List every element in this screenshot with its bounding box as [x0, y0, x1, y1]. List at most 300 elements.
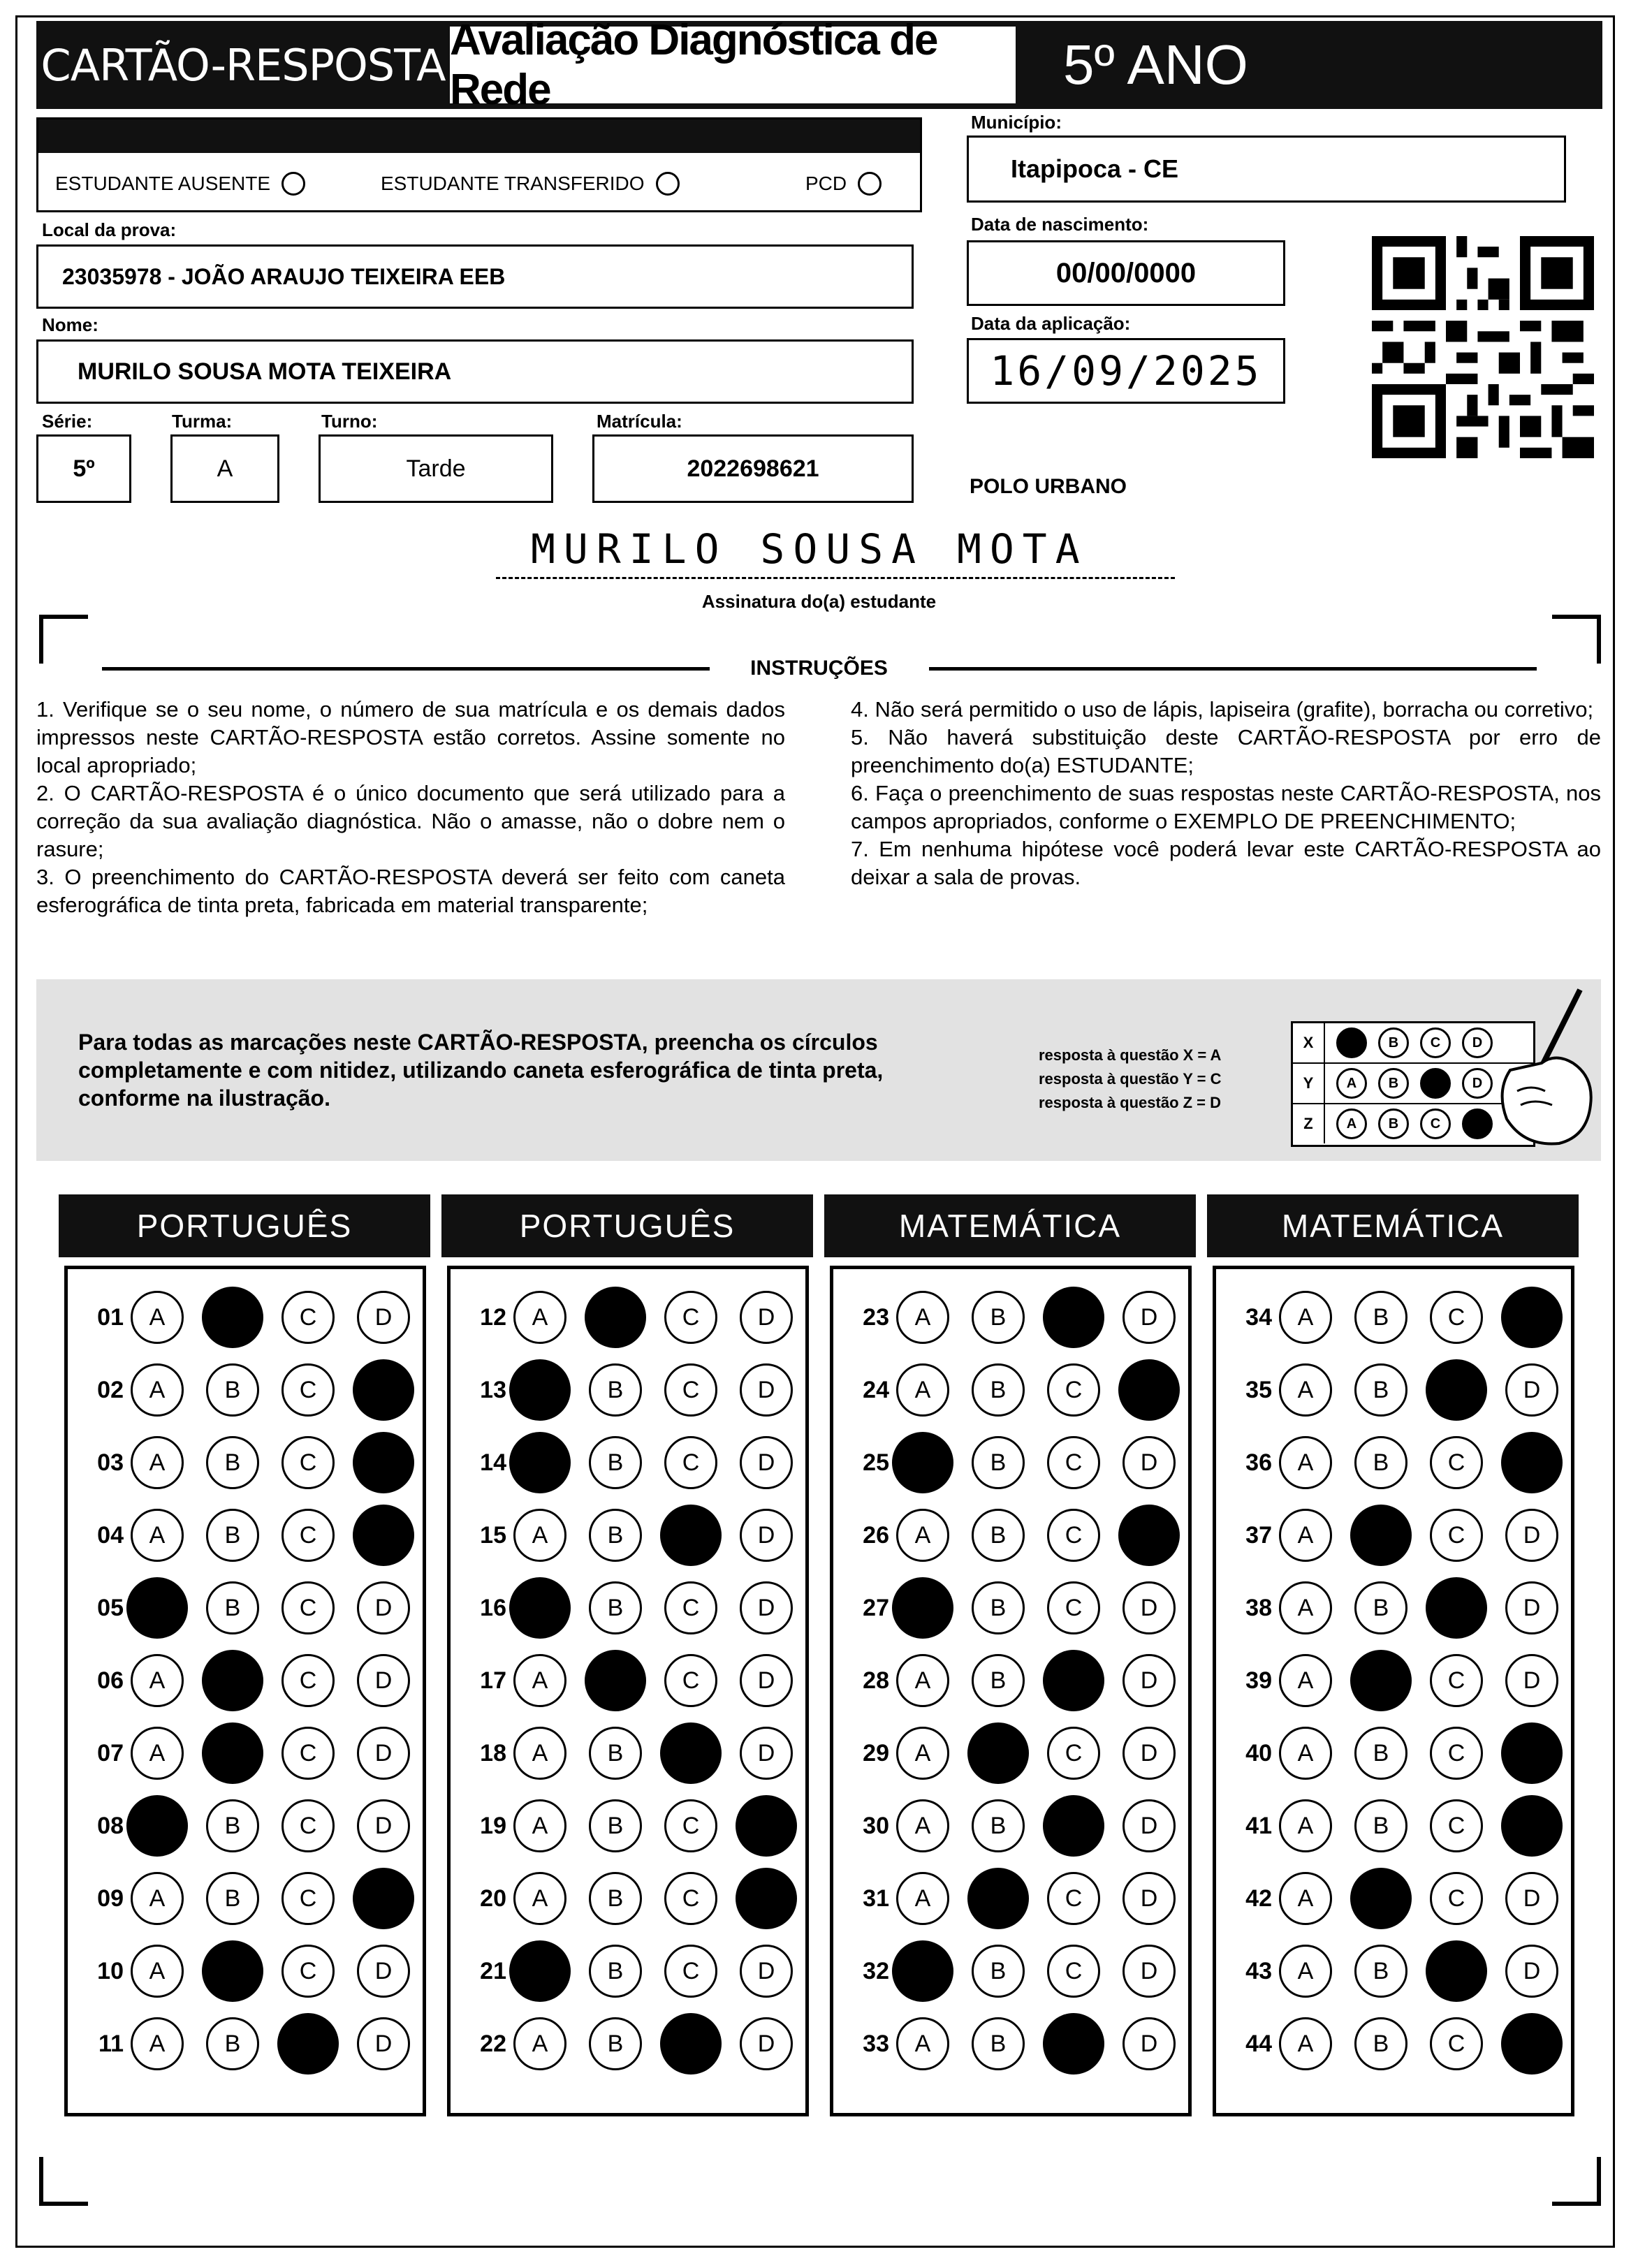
answer-bubble-a[interactable] [892, 1432, 953, 1493]
answer-bubble-d[interactable]: D [1123, 1872, 1176, 1925]
question-number: 25 [863, 1449, 889, 1476]
question-row [465, 1431, 815, 1494]
question-row [847, 1359, 1198, 1421]
turma-field [170, 434, 279, 503]
question-row [1230, 1794, 1581, 1857]
question-row [847, 1940, 1198, 2003]
question-number: 41 [1245, 1812, 1272, 1839]
answer-bubble-b[interactable] [1350, 1505, 1412, 1566]
answer-bubble-a[interactable]: A [1279, 1291, 1332, 1344]
answer-bubble-a[interactable] [509, 1432, 571, 1493]
answer-bubble-a[interactable]: A [896, 1291, 949, 1344]
answer-bubble-a[interactable]: A [131, 1363, 184, 1417]
answer-bubble-c[interactable]: C [1430, 1727, 1483, 1780]
answer-bubble-b[interactable]: B [206, 1509, 259, 1562]
instruction-item: 2. O CARTÃO-RESPOSTA é o único documento que será utilizado para a correção da sua avaliação diagnóstica. Não o amasse, não o dobre nem o rasure; [36, 781, 785, 861]
subject-header: PORTUGUÊS [59, 1194, 430, 1257]
answer-bubble-a[interactable] [509, 1359, 571, 1421]
answer-bubble-b[interactable]: B [589, 1945, 642, 1998]
serie-label: Série: [42, 411, 93, 432]
answer-bubble-d[interactable]: D [1505, 1509, 1558, 1562]
question-row [465, 1649, 815, 1712]
answer-bubble-c[interactable]: C [664, 1654, 717, 1707]
answer-bubble-b[interactable] [202, 1287, 263, 1348]
answer-bubble-c[interactable]: C [664, 1872, 717, 1925]
example-bubble-d: D [1462, 1027, 1493, 1058]
answer-bubble-d[interactable]: D [357, 1799, 410, 1852]
answer-bubble-a[interactable]: A [1279, 2017, 1332, 2070]
matricula-value: 2022698621 [687, 455, 819, 482]
answer-bubble-a[interactable]: A [131, 1872, 184, 1925]
question-number: 20 [480, 1885, 506, 1912]
answer-bubble-c[interactable] [1426, 1577, 1487, 1639]
question-number: 28 [863, 1667, 889, 1694]
answer-bubble-c[interactable] [1043, 2013, 1104, 2075]
answer-column [830, 1266, 1192, 2116]
question-number: 29 [863, 1739, 889, 1766]
instructions-left [36, 696, 785, 919]
answer-bubble-d[interactable] [353, 1432, 414, 1493]
question-number: 11 [98, 2030, 124, 2057]
answer-bubble-b[interactable]: B [206, 2017, 259, 2070]
answer-bubble-c[interactable] [1426, 1940, 1487, 2002]
answer-bubble-b[interactable]: B [206, 1436, 259, 1489]
question-number: 30 [863, 1812, 889, 1839]
answer-bubble-a[interactable]: A [131, 1509, 184, 1562]
answer-bubble-d[interactable]: D [740, 1945, 793, 1998]
answer-bubble-b[interactable] [1350, 1868, 1412, 1929]
answer-bubble-c[interactable]: C [1430, 1291, 1483, 1344]
answer-bubble-a[interactable]: A [131, 1727, 184, 1780]
question-row [465, 1722, 815, 1785]
question-number: 08 [97, 1812, 124, 1839]
answer-bubble-a[interactable] [509, 1577, 571, 1639]
turno-label: Turno: [321, 411, 378, 432]
answer-bubble-d[interactable] [1501, 1722, 1563, 1784]
answer-bubble-b[interactable] [967, 1722, 1029, 1784]
answer-bubble-a[interactable]: A [1279, 1581, 1332, 1634]
answer-bubble-d[interactable]: D [1505, 1872, 1558, 1925]
answer-bubble-d[interactable]: D [740, 1654, 793, 1707]
answer-bubble-a[interactable]: A [131, 1291, 184, 1344]
answer-bubble-d[interactable] [353, 1359, 414, 1421]
answer-bubble-a[interactable]: A [1279, 1727, 1332, 1780]
answer-bubble-d[interactable] [353, 1868, 414, 1929]
question-row [82, 1867, 432, 1930]
transferred-checkbox[interactable] [656, 172, 680, 196]
absent-checkbox[interactable] [281, 172, 305, 196]
answer-bubble-b[interactable]: B [972, 1291, 1025, 1344]
instructions-title: INSTRUÇÕES [750, 657, 888, 680]
serie-value: 5º [73, 455, 95, 482]
question-row [82, 1576, 432, 1639]
answer-bubble-c[interactable]: C [281, 1581, 335, 1634]
answer-bubble-d[interactable]: D [357, 1727, 410, 1780]
answer-bubble-c[interactable]: C [1430, 1872, 1483, 1925]
answer-bubble-b[interactable]: B [1354, 1436, 1407, 1489]
answer-bubble-b[interactable]: B [972, 1654, 1025, 1707]
question-row [1230, 1359, 1581, 1421]
corner-mark-bottom-left [39, 2157, 88, 2206]
answer-bubble-a[interactable] [126, 1577, 188, 1639]
question-row [847, 1504, 1198, 1567]
answer-bubble-a[interactable] [126, 1795, 188, 1857]
answer-bubble-d[interactable]: D [357, 2017, 410, 2070]
pcd-checkbox[interactable] [858, 172, 882, 196]
example-legend [1039, 1044, 1221, 1115]
question-number: 39 [1245, 1667, 1272, 1694]
answer-bubble-a[interactable]: A [896, 2017, 949, 2070]
answer-bubble-b[interactable] [585, 1650, 646, 1711]
answer-bubble-c[interactable] [1043, 1287, 1104, 1348]
example-bubble-b: B [1378, 1068, 1409, 1099]
answer-bubble-c[interactable]: C [1047, 1945, 1100, 1998]
municipio-label: Município: [971, 112, 1062, 133]
answer-bubble-b[interactable]: B [972, 1581, 1025, 1634]
example-bubble-c: C [1420, 1027, 1451, 1058]
answer-bubble-c[interactable]: C [281, 1363, 335, 1417]
answer-bubble-d[interactable]: D [1123, 1581, 1176, 1634]
question-number: 43 [1245, 1957, 1272, 1984]
question-row [1230, 1431, 1581, 1494]
answer-bubble-a[interactable]: A [513, 1727, 566, 1780]
name-field [36, 339, 914, 404]
answer-bubble-b[interactable]: B [972, 2017, 1025, 2070]
nascimento-field [967, 240, 1285, 306]
answer-bubble-d[interactable]: D [1123, 1291, 1176, 1344]
answer-bubble-c[interactable]: C [281, 1872, 335, 1925]
question-row [1230, 1649, 1581, 1712]
answer-bubble-c[interactable]: C [281, 1799, 335, 1852]
turma-label: Turma: [172, 411, 233, 432]
answer-bubble-d[interactable]: D [1505, 1945, 1558, 1998]
question-row [1230, 1722, 1581, 1785]
answer-bubble-b[interactable]: B [1354, 1581, 1407, 1634]
instructions-right [851, 696, 1601, 891]
answer-bubble-b[interactable]: B [1354, 1799, 1407, 1852]
answer-bubble-d[interactable]: D [1505, 1654, 1558, 1707]
answer-bubble-b[interactable]: B [1354, 1727, 1407, 1780]
answer-bubble-a[interactable]: A [131, 1945, 184, 1998]
answer-bubble-a[interactable]: A [131, 1436, 184, 1489]
banner-text: Para todas as marcações neste CARTÃO-RESPOSTA, preencha os círculos completamente e com nitidez, utilizando caneta esferográfica de tinta preta, conforme na ilustração. [78, 1030, 884, 1111]
status-pcd-label: PCD [805, 173, 847, 194]
answer-bubble-c[interactable]: C [281, 1509, 335, 1562]
answer-bubble-b[interactable] [202, 1940, 263, 2002]
answer-bubble-b[interactable]: B [589, 1872, 642, 1925]
municipio-field [967, 136, 1566, 203]
answer-bubble-b[interactable]: B [206, 1872, 259, 1925]
answer-column [447, 1266, 809, 2116]
answer-bubble-c[interactable] [277, 2013, 339, 2075]
answer-bubble-c[interactable] [660, 2013, 722, 2075]
answer-bubble-b[interactable] [585, 1287, 646, 1348]
answer-bubble-c[interactable]: C [1430, 2017, 1483, 2070]
question-row [465, 1867, 815, 1930]
answer-bubble-b[interactable]: B [1354, 1291, 1407, 1344]
answer-bubble-c[interactable]: C [664, 1291, 717, 1344]
answer-bubble-c[interactable]: C [664, 1581, 717, 1634]
header-bar [36, 16, 1602, 114]
example-bubble-b: B [1378, 1027, 1409, 1058]
local-label: Local da prova: [42, 219, 177, 240]
answer-bubble-b[interactable] [202, 1722, 263, 1784]
question-row [465, 1576, 815, 1639]
question-number: 35 [1245, 1376, 1272, 1403]
answer-bubble-b[interactable]: B [1354, 2017, 1407, 2070]
answer-bubble-c[interactable]: C [1047, 1581, 1100, 1634]
answer-bubble-c[interactable]: C [664, 1436, 717, 1489]
answer-bubble-b[interactable]: B [1354, 1363, 1407, 1417]
question-row [847, 1867, 1198, 1930]
question-number: 02 [97, 1376, 124, 1403]
question-number: 07 [97, 1739, 124, 1766]
answer-bubble-a[interactable]: A [1279, 1945, 1332, 1998]
header-grade: 5º ANO [1063, 34, 1248, 96]
answer-bubble-a[interactable]: A [513, 1799, 566, 1852]
status-bar [38, 119, 920, 153]
answer-bubble-c[interactable]: C [281, 1436, 335, 1489]
answer-bubble-a[interactable] [892, 1940, 953, 2002]
answer-bubble-c[interactable]: C [1047, 1509, 1100, 1562]
subject-header: MATEMÁTICA [824, 1194, 1196, 1257]
answer-bubble-a[interactable]: A [896, 1727, 949, 1780]
question-row [1230, 1576, 1581, 1639]
municipio-value: Itapipoca - CE [1011, 154, 1179, 183]
answer-bubble-c[interactable] [1426, 1359, 1487, 1421]
question-row [1230, 1940, 1581, 2003]
turno-value: Tarde [406, 455, 466, 482]
polo-label: POLO URBANO [970, 475, 1127, 498]
answer-bubble-a[interactable]: A [513, 1291, 566, 1344]
question-number: 16 [480, 1594, 506, 1621]
legend-item: resposta à questão Y = C [1039, 1070, 1222, 1088]
answer-bubble-a[interactable]: A [131, 1654, 184, 1707]
answer-bubble-b[interactable]: B [972, 1436, 1025, 1489]
example-row-label: Y [1293, 1064, 1325, 1103]
instruction-item: 5. Não haverá substituição deste CARTÃO-RESPOSTA por erro de preenchimento do(a) ESTUDANTE; [851, 725, 1601, 777]
question-row [82, 1431, 432, 1494]
name-value: MURILO SOUSA MOTA TEIXEIRA [78, 358, 452, 385]
answer-bubble-a[interactable]: A [896, 1654, 949, 1707]
answer-bubble-b[interactable] [967, 1868, 1029, 1929]
example-bubble-a: A [1336, 1068, 1367, 1099]
answer-bubble-c[interactable]: C [1430, 1799, 1483, 1852]
answer-bubble-d[interactable]: D [357, 1945, 410, 1998]
answer-bubble-d[interactable]: D [1123, 2017, 1176, 2070]
answer-bubble-d[interactable]: D [740, 1727, 793, 1780]
answer-bubble-a[interactable]: A [1279, 1363, 1332, 1417]
nascimento-label: Data de nascimento: [971, 214, 1149, 235]
question-row [1230, 1504, 1581, 1567]
answer-bubble-c[interactable] [1043, 1795, 1104, 1857]
aplicacao-field [967, 338, 1285, 404]
example-bubble-a: A [1336, 1109, 1367, 1139]
question-number: 34 [1245, 1303, 1272, 1331]
nascimento-value: 00/00/0000 [1055, 257, 1197, 288]
instruction-item: 1. Verifique se o seu nome, o número de sua matrícula e os demais dados impressos neste CARTÃO-RESPOSTA estão corretos. Assine somente no local apropriado; [36, 697, 785, 777]
answer-bubble-d[interactable]: D [1505, 1363, 1558, 1417]
answer-bubble-d[interactable]: D [357, 1291, 410, 1344]
question-row [847, 2012, 1198, 2075]
answer-bubble-d[interactable] [1118, 1505, 1180, 1566]
answer-bubble-b[interactable]: B [972, 1509, 1025, 1562]
answer-bubble-c[interactable]: C [664, 1799, 717, 1852]
answer-bubble-c[interactable]: C [664, 1363, 717, 1417]
answer-bubble-c[interactable]: C [1047, 1727, 1100, 1780]
question-number: 23 [863, 1303, 889, 1331]
answer-bubble-b[interactable]: B [972, 1799, 1025, 1852]
question-row [82, 1504, 432, 1567]
answer-bubble-d[interactable]: D [1123, 1799, 1176, 1852]
legend-item: resposta à questão Z = D [1039, 1094, 1222, 1111]
legend-item: resposta à questão X = A [1039, 1046, 1222, 1064]
answer-bubble-d[interactable] [736, 1868, 797, 1929]
answer-bubble-d[interactable] [1118, 1359, 1180, 1421]
aplicacao-label: Data da aplicação: [971, 313, 1131, 334]
serie-field [36, 434, 131, 503]
status-absent[interactable] [55, 172, 305, 196]
answer-bubble-c[interactable] [660, 1722, 722, 1784]
question-number: 01 [97, 1303, 124, 1331]
example-bubble-d [1462, 1109, 1493, 1139]
answer-bubble-c[interactable]: C [281, 1727, 335, 1780]
answer-bubble-b[interactable]: B [972, 1945, 1025, 1998]
answer-bubble-d[interactable]: D [740, 1581, 793, 1634]
answer-bubble-b[interactable]: B [589, 1727, 642, 1780]
answer-bubble-a[interactable]: A [1279, 1872, 1332, 1925]
corner-mark-bottom-right [1552, 2157, 1601, 2206]
answer-bubble-d[interactable]: D [740, 1436, 793, 1489]
answer-bubble-c[interactable]: C [1430, 1509, 1483, 1562]
answer-bubble-b[interactable]: B [972, 1363, 1025, 1417]
answer-bubble-b[interactable]: B [206, 1799, 259, 1852]
turma-value: A [217, 455, 233, 482]
question-number: 31 [863, 1885, 889, 1912]
answer-bubble-c[interactable]: C [1047, 1872, 1100, 1925]
answer-bubble-b[interactable] [1350, 1650, 1412, 1711]
answer-bubble-a[interactable]: A [896, 1872, 949, 1925]
answer-bubble-d[interactable]: D [1123, 1654, 1176, 1707]
answer-bubble-b[interactable]: B [589, 1581, 642, 1634]
answer-bubble-d[interactable]: D [357, 1654, 410, 1707]
status-box [36, 117, 922, 212]
status-pcd[interactable] [805, 172, 882, 196]
matricula-label: Matrícula: [597, 411, 682, 432]
answer-bubble-a[interactable]: A [513, 2017, 566, 2070]
answer-bubble-a[interactable]: A [1279, 1654, 1332, 1707]
signature-line [496, 577, 1175, 579]
answer-bubble-d[interactable]: D [357, 1581, 410, 1634]
signature-caption: Assinatura do(a) estudante [701, 591, 937, 612]
answer-bubble-c[interactable]: C [1430, 1436, 1483, 1489]
answer-bubble-c[interactable]: C [1430, 1654, 1483, 1707]
answer-bubble-d[interactable]: D [1123, 1945, 1176, 1998]
answer-bubble-d[interactable] [736, 1795, 797, 1857]
answer-bubble-c[interactable]: C [1047, 1363, 1100, 1417]
answer-bubble-b[interactable] [202, 1650, 263, 1711]
question-number: 15 [480, 1521, 506, 1549]
question-row [465, 1940, 815, 2003]
answer-bubble-b[interactable]: B [589, 2017, 642, 2070]
question-row [847, 1649, 1198, 1712]
answer-bubble-d[interactable] [1501, 1287, 1563, 1348]
answer-bubble-c[interactable]: C [281, 1654, 335, 1707]
answer-bubble-a[interactable]: A [1279, 1509, 1332, 1562]
answer-bubble-b[interactable]: B [589, 1799, 642, 1852]
answer-bubble-c[interactable] [1043, 1650, 1104, 1711]
answer-bubble-c[interactable]: C [664, 1945, 717, 1998]
answer-bubble-b[interactable]: B [589, 1363, 642, 1417]
answer-bubble-a[interactable]: A [896, 1799, 949, 1852]
question-row [82, 1359, 432, 1421]
answer-bubble-b[interactable]: B [589, 1436, 642, 1489]
name-label: Nome: [42, 314, 98, 335]
question-number: 17 [480, 1667, 506, 1694]
answer-column [64, 1266, 426, 2116]
answer-bubble-a[interactable]: A [1279, 1436, 1332, 1489]
answer-bubble-c[interactable]: C [281, 1945, 335, 1998]
question-number: 32 [863, 1957, 889, 1984]
subject-header: PORTUGUÊS [441, 1194, 813, 1257]
question-row [847, 1722, 1198, 1785]
answer-bubble-d[interactable]: D [740, 1291, 793, 1344]
status-transferred[interactable] [381, 172, 680, 196]
question-row [465, 1504, 815, 1567]
answer-bubble-a[interactable]: A [896, 1363, 949, 1417]
question-number: 06 [97, 1667, 124, 1694]
answer-bubble-b[interactable]: B [1354, 1945, 1407, 1998]
answer-bubble-c[interactable]: C [1047, 1436, 1100, 1489]
local-field [36, 244, 914, 309]
turno-field [319, 434, 553, 503]
answer-bubble-d[interactable]: D [740, 2017, 793, 2070]
question-number: 14 [480, 1449, 506, 1476]
answer-bubble-d[interactable] [1501, 1795, 1563, 1857]
answer-bubble-b[interactable]: B [589, 1509, 642, 1562]
example-row-label: Z [1293, 1104, 1325, 1143]
answer-bubble-d[interactable] [1501, 1432, 1563, 1493]
answer-bubble-a[interactable] [892, 1577, 953, 1639]
answer-bubble-d[interactable]: D [740, 1509, 793, 1562]
question-row [465, 1794, 815, 1857]
question-number: 05 [97, 1594, 124, 1621]
answer-bubble-d[interactable] [353, 1505, 414, 1566]
answer-bubble-b[interactable]: B [206, 1363, 259, 1417]
answer-bubble-a[interactable]: A [1279, 1799, 1332, 1852]
answer-bubble-a[interactable]: A [131, 2017, 184, 2070]
question-row [847, 1576, 1198, 1639]
answer-bubble-a[interactable]: A [513, 1654, 566, 1707]
answer-bubble-d[interactable] [1501, 2013, 1563, 2075]
answer-bubble-c[interactable] [660, 1505, 722, 1566]
answer-bubble-d[interactable]: D [1123, 1436, 1176, 1489]
question-row [465, 1286, 815, 1349]
answer-bubble-d[interactable]: D [1123, 1727, 1176, 1780]
answer-bubble-a[interactable]: A [513, 1872, 566, 1925]
answer-bubble-a[interactable]: A [896, 1509, 949, 1562]
question-number: 44 [1245, 2030, 1272, 2057]
answer-bubble-d[interactable]: D [1505, 1581, 1558, 1634]
answer-bubble-a[interactable]: A [513, 1509, 566, 1562]
answer-bubble-a[interactable] [509, 1940, 571, 2002]
example-bubble-a [1336, 1027, 1367, 1058]
question-number: 26 [863, 1521, 889, 1549]
answer-bubble-b[interactable]: B [206, 1581, 259, 1634]
answer-bubble-c[interactable]: C [281, 1291, 335, 1344]
question-number: 19 [480, 1812, 506, 1839]
answer-bubble-d[interactable]: D [740, 1363, 793, 1417]
